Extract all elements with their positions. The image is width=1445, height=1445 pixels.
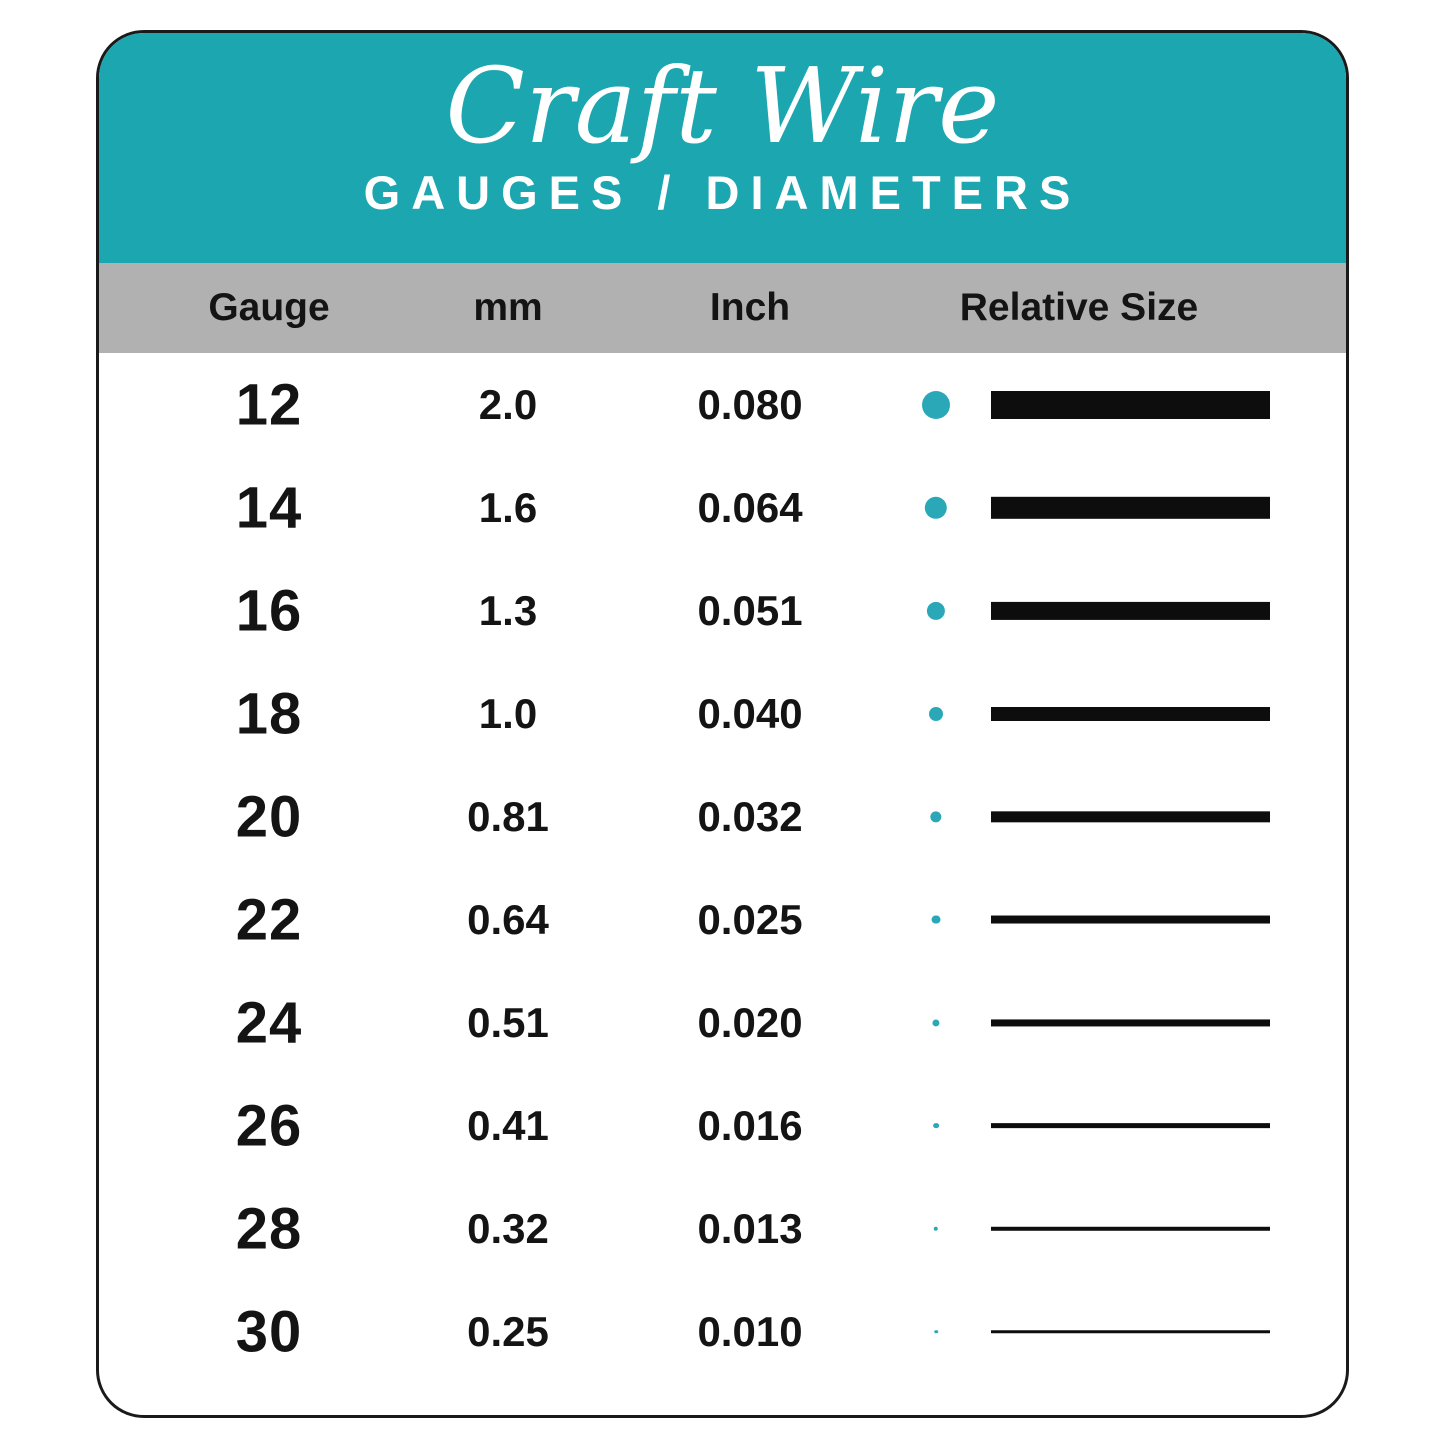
table-row [99,971,1346,1074]
mm-value: 0.51 [467,998,549,1046]
inch-value: 0.080 [697,380,803,428]
mm-value: 0.32 [467,1204,549,1252]
wire-diameter-dot [930,811,941,822]
wire-diameter-dot [929,707,943,721]
wire-thickness-line [991,1019,1270,1026]
inch-value: 0.016 [697,1101,803,1149]
inch-value: 0.025 [697,895,803,943]
column-header-relative-size: Relative Size [959,286,1199,329]
mm-value: 0.64 [467,895,549,943]
wire-diameter-dot [933,1123,939,1129]
table-row [99,1280,1346,1383]
mm-value: 1.6 [478,483,538,531]
column-header-gauge: Gauge [208,286,330,329]
table-row [99,456,1346,559]
gauge-value: 18 [235,681,303,746]
gauge-value: 22 [235,887,303,952]
inch-value: 0.051 [697,586,803,634]
mm-value: 0.81 [467,792,549,840]
inch-value: 0.010 [697,1307,803,1355]
wire-thickness-line [991,601,1270,619]
page-subtitle: GAUGES / DIAMETERS [363,166,1082,220]
table-row [99,559,1346,662]
wire-diameter-dot [925,496,947,518]
mm-value: 0.25 [467,1307,549,1355]
table-row [99,1074,1346,1177]
wire-diameter-dot [932,915,941,924]
wire-thickness-line [991,707,1270,721]
inch-value: 0.040 [697,689,803,737]
wire-thickness-line [991,496,1270,518]
wire-diameter-dot [922,391,950,419]
table-row [99,662,1346,765]
table-row [99,765,1346,868]
wire-diameter-dot [932,1019,939,1026]
table-row [99,353,1346,456]
chart-header [99,33,1346,263]
table-header-row [99,263,1346,353]
mm-value: 1.3 [478,586,538,634]
gauge-value: 28 [235,1196,303,1261]
page-title: Craft Wire [445,45,1000,167]
mm-value: 0.41 [467,1101,549,1149]
wire-thickness-line [991,915,1270,924]
table-row [99,1177,1346,1280]
wire-thickness-line [991,811,1270,822]
gauge-value: 20 [235,784,303,849]
gauge-value: 14 [235,475,303,540]
inch-value: 0.064 [697,483,803,531]
inch-value: 0.013 [697,1204,803,1252]
table-body [99,353,1346,1383]
wire-thickness-line [991,1123,1270,1129]
inch-value: 0.020 [697,998,803,1046]
wire-diameter-dot [934,1330,938,1334]
wire-diameter-dot [934,1226,938,1230]
gauge-value: 30 [235,1299,303,1364]
mm-value: 1.0 [478,689,538,737]
wire-thickness-line [991,391,1270,419]
gauge-value: 16 [235,578,303,643]
wire-diameter-dot [927,601,945,619]
mm-value: 2.0 [478,380,538,428]
column-header-inch: Inch [709,286,791,329]
gauge-value: 24 [235,990,303,1055]
wire-thickness-line [991,1226,1270,1230]
column-header-mm: mm [473,286,543,329]
table-row [99,868,1346,971]
wire-thickness-line [991,1330,1270,1334]
gauge-value: 26 [235,1093,303,1158]
inch-value: 0.032 [697,792,803,840]
craft-wire-chart-card [96,30,1349,1418]
gauge-value: 12 [235,372,303,437]
